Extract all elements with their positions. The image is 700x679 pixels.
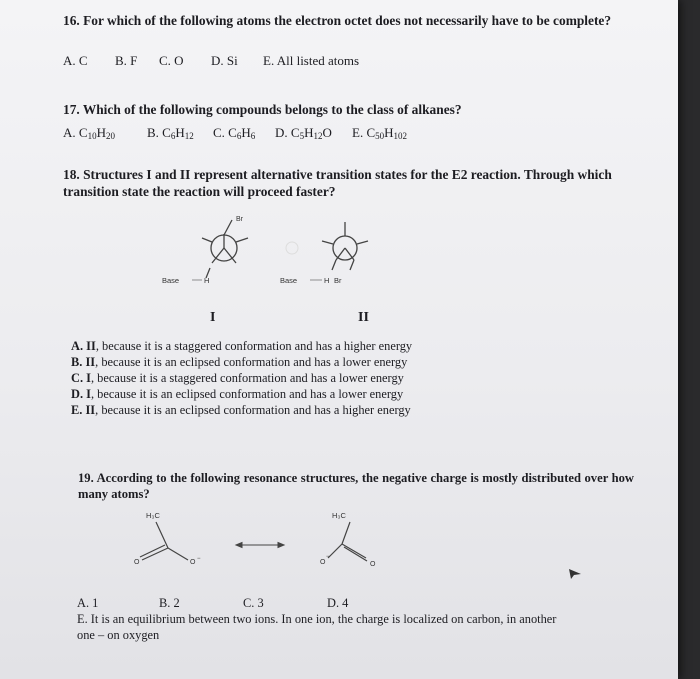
- base-label-1: Base: [162, 276, 180, 285]
- q17-options: [63, 125, 483, 143]
- q16-option-c[interactable]: C. O: [159, 53, 184, 68]
- oxygen-c: O: [320, 559, 326, 566]
- q17-option-c[interactable]: C. $C_6H_6$: [213, 125, 256, 141]
- q19-options: [77, 596, 377, 612]
- q16-option-e[interactable]: E. All listed atoms: [263, 53, 360, 68]
- q18-option-c[interactable]: C. I, because it is a staggered conformation and has a lower energy: [71, 371, 404, 385]
- h-label-2: H: [324, 276, 330, 285]
- q18-option-a[interactable]: A. II, because it is a staggered conformation and has a higher energy: [71, 339, 413, 353]
- q16-options: [63, 53, 463, 71]
- q18-option-e[interactable]: E. II, because it is an eclipsed conformation and has a higher energy: [71, 403, 411, 417]
- q19-question: 19. According to the following resonance structures, the negative charge is mostly distributed over how many atoms?: [78, 471, 634, 501]
- minus-sign-1: −: [197, 556, 201, 562]
- structure-label-i: I: [210, 310, 216, 325]
- q18-option-d[interactable]: D. I, because it is an eclipsed conformation and has a lower energy: [71, 387, 404, 401]
- q17-option-e[interactable]: E. $C_{50}H_{102}$: [352, 125, 408, 141]
- q19-resonance-figure: [130, 508, 400, 570]
- q16-option-d[interactable]: D. Si: [211, 53, 238, 68]
- mouse-pointer-icon: [568, 568, 582, 580]
- q16-option-a[interactable]: A. C: [63, 53, 88, 68]
- oxygen-a: O: [134, 559, 140, 566]
- q17-option-b[interactable]: B. $C_6H_{12}$: [147, 125, 194, 141]
- base-label-2: Base: [280, 276, 298, 285]
- resonance-arrow: [236, 543, 284, 548]
- q17-option-a[interactable]: A. $C_{10}H_{20}$: [63, 125, 115, 141]
- newman-projection-eclipsed: [322, 222, 368, 270]
- q16-question: 16. For which of the following atoms the electron octet does not necessarily have to be complete?: [63, 13, 612, 28]
- q19-option-a[interactable]: A. 1: [77, 596, 99, 610]
- q19-option-e-continued: one – on oxygen: [77, 628, 160, 642]
- q19-option-d[interactable]: D. 4: [327, 596, 349, 610]
- q18-transition-state-figure: [150, 208, 390, 298]
- q19-option-e[interactable]: E. It is an equilibrium between two ions. In one ion, the charge is localized on carbon, in another: [77, 612, 557, 626]
- q17-option-d[interactable]: D. $C_5H_{12}O$: [275, 125, 332, 141]
- ch3-label-2: H₃C: [332, 511, 346, 520]
- newman-projection-staggered: [202, 220, 248, 278]
- oxygen-d: O: [370, 561, 376, 568]
- q18-question: 18. Structures I and II represent alternative transition states for the E2 reaction. Through which transition state the reaction will proceed faster?: [63, 167, 612, 199]
- ch3-label-1: H₃C: [146, 511, 160, 520]
- oxygen-b: O: [190, 559, 196, 566]
- minus-sign-2: −: [326, 554, 330, 560]
- h-label-1: H: [204, 276, 210, 285]
- q19-option-c[interactable]: C. 3: [243, 596, 264, 610]
- q17-question: 17. Which of the following compounds belongs to the class of alkanes?: [63, 102, 462, 117]
- q16-option-b[interactable]: B. F: [115, 53, 138, 68]
- q18-option-b[interactable]: B. II, because it is an eclipsed conformation and has a lower energy: [71, 355, 408, 369]
- br-label-2: Br: [334, 276, 342, 285]
- br-label-top: Br: [236, 216, 243, 223]
- structure-label-ii: II: [358, 310, 369, 325]
- q19-option-b[interactable]: B. 2: [159, 596, 180, 610]
